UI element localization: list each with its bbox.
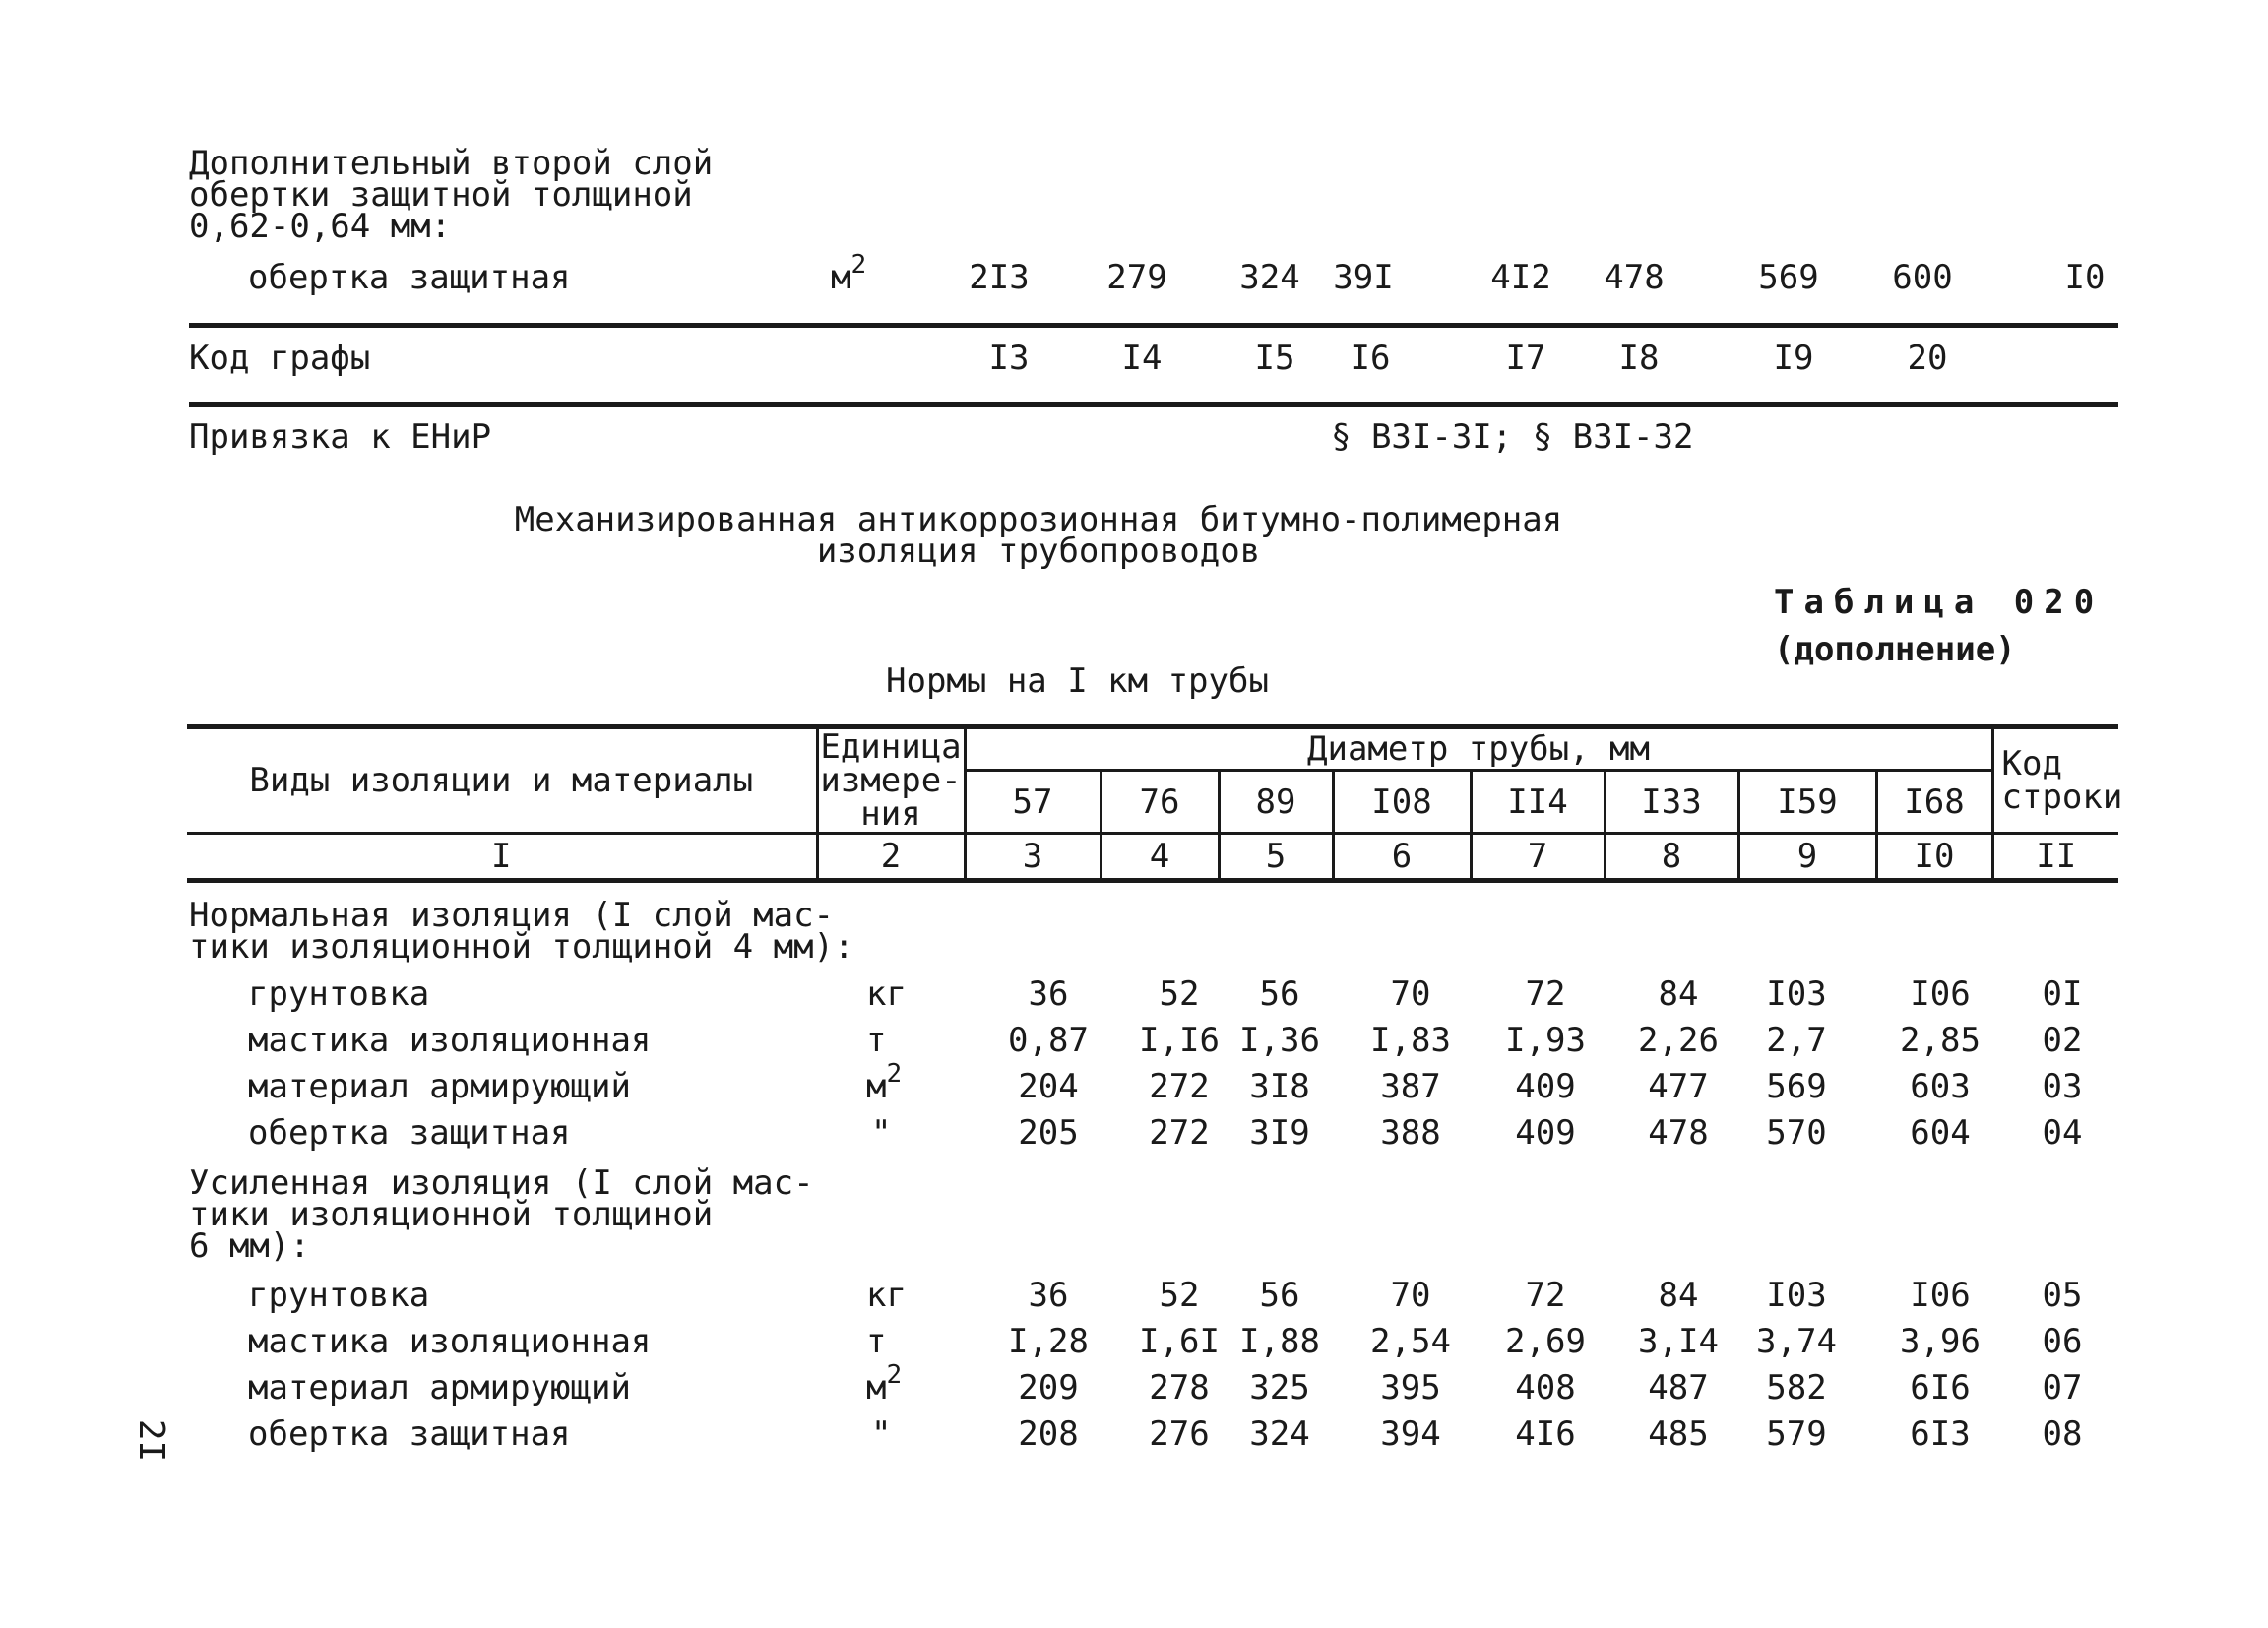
top-heading-line: обертки защитной толщиной — [189, 175, 693, 215]
value-cell: 272 — [1149, 1113, 1210, 1153]
diameter-114: II4 — [1471, 771, 1605, 834]
diameter-108: I08 — [1333, 771, 1471, 834]
table-row — [0, 1360, 2268, 1413]
col-header-unit-line: ния — [860, 794, 921, 834]
value-cell: I,83 — [1370, 1021, 1451, 1060]
section-title — [0, 500, 2077, 571]
value-cell: I,93 — [1505, 1021, 1586, 1060]
norms-table — [187, 724, 2123, 883]
value-cell: 3I8 — [1249, 1067, 1310, 1106]
top-heading — [189, 144, 714, 246]
column-code: I9 — [1773, 339, 1814, 378]
value-cell: 570 — [1766, 1113, 1827, 1153]
value-cell: 2I3 — [969, 258, 1030, 297]
unit: " — [871, 1414, 892, 1454]
value-cell: 324 — [1239, 258, 1300, 297]
col-header-types: Виды изоляции и материалы — [187, 727, 817, 834]
unit: кг — [866, 1276, 907, 1315]
value-cell: 569 — [1766, 1067, 1827, 1106]
column-code: 20 — [1907, 339, 1948, 378]
value-cell: 272 — [1149, 1067, 1210, 1106]
unit-superscript: 2 — [886, 1059, 903, 1089]
material-name: материал армирующий — [248, 1067, 631, 1106]
value-cell: 209 — [1018, 1368, 1079, 1408]
diameter-159: I59 — [1738, 771, 1876, 834]
unit: т — [866, 1021, 887, 1060]
row-code: 0I — [2042, 974, 2083, 1014]
value-cell: 387 — [1380, 1067, 1441, 1106]
material-name: грунтовка — [248, 974, 430, 1014]
material-name: грунтовка — [248, 1276, 430, 1315]
value-cell: 3,I4 — [1638, 1322, 1719, 1361]
value-cell: 394 — [1380, 1414, 1441, 1454]
value-cell: 84 — [1658, 974, 1699, 1014]
group-title — [189, 1163, 814, 1266]
divider — [189, 323, 2118, 328]
unit — [866, 1059, 903, 1106]
col-header-code-line: Код — [2001, 744, 2062, 783]
value-cell: 600 — [1892, 258, 1953, 297]
diameter-168: I68 — [1876, 771, 1992, 834]
group-title — [189, 896, 854, 967]
value-cell: 0,87 — [1008, 1021, 1089, 1060]
value-cell: 36 — [1028, 1276, 1069, 1315]
item-unit — [831, 250, 867, 297]
column-code: I8 — [1618, 339, 1660, 378]
value-cell: 56 — [1259, 1276, 1300, 1315]
value-cell: I,36 — [1239, 1021, 1320, 1060]
value-cell: 3I9 — [1249, 1113, 1310, 1153]
value-cell: 39I — [1333, 258, 1394, 297]
column-number: 8 — [1605, 834, 1738, 881]
group-title-line: Нормальная изоляция (I слой мас- — [189, 896, 835, 935]
value-cell: 2,7 — [1766, 1021, 1827, 1060]
item-label: обертка защитная — [248, 258, 571, 297]
unit: " — [871, 1113, 892, 1153]
table-row — [0, 1059, 2268, 1112]
value-cell: 204 — [1018, 1067, 1079, 1106]
value-cell: 70 — [1390, 1276, 1431, 1315]
table-subtitle: (дополнение) — [1774, 630, 2016, 669]
column-code: I3 — [988, 339, 1030, 378]
table-row — [0, 974, 2268, 1020]
value-cell: 52 — [1159, 1276, 1200, 1315]
row-code: 07 — [2042, 1368, 2083, 1408]
material-name: обертка защитная — [248, 1414, 571, 1454]
divider — [189, 402, 2118, 407]
value-cell: 84 — [1658, 1276, 1699, 1315]
row-code: 08 — [2042, 1414, 2083, 1454]
unit-superscript: 2 — [850, 250, 867, 280]
unit — [866, 1360, 903, 1408]
value-cell: 569 — [1758, 258, 1819, 297]
column-number: II — [1992, 834, 2118, 881]
value-cell: 395 — [1380, 1368, 1441, 1408]
unit-text: м — [831, 258, 851, 297]
value-cell: I03 — [1766, 1276, 1827, 1315]
unit: т — [866, 1322, 887, 1361]
column-code: I4 — [1121, 339, 1163, 378]
value-cell: 279 — [1106, 258, 1167, 297]
value-cell: 36 — [1028, 974, 1069, 1014]
col-header-code-line: строки — [2001, 778, 2123, 817]
binding-row — [0, 417, 2268, 463]
value-cell: 409 — [1515, 1113, 1576, 1153]
value-cell: I,I6 — [1139, 1021, 1220, 1060]
material-name: обертка защитная — [248, 1113, 571, 1153]
value-cell: 276 — [1149, 1414, 1210, 1454]
value-cell: 485 — [1648, 1414, 1709, 1454]
material-name: материал армирующий — [248, 1368, 631, 1408]
diameter-89: 89 — [1219, 771, 1333, 834]
binding-label: Привязка к ЕНиР — [189, 417, 492, 457]
value-cell: 324 — [1249, 1414, 1310, 1454]
value-cell: 72 — [1525, 974, 1566, 1014]
row-code: 06 — [2042, 1322, 2083, 1361]
group-title-line: тики изоляционной толщиной — [189, 1195, 714, 1234]
value-cell: 579 — [1766, 1414, 1827, 1454]
material-name: мастика изоляционная — [248, 1322, 652, 1361]
col-header-unit — [817, 727, 965, 834]
row-code: I0 — [2064, 258, 2106, 297]
value-cell: 56 — [1259, 974, 1300, 1014]
column-number: I0 — [1876, 834, 1992, 881]
value-cell: 70 — [1390, 974, 1431, 1014]
value-cell: 603 — [1910, 1067, 1971, 1106]
col-header-unit-line: измере- — [820, 761, 962, 800]
group-title-line: 6 мм): — [189, 1226, 310, 1266]
norms-caption: Нормы на I км трубы — [886, 661, 1269, 701]
value-cell: 477 — [1648, 1067, 1709, 1106]
value-cell: 72 — [1525, 1276, 1566, 1315]
table-row — [0, 1021, 2268, 1066]
page-number: 2I — [131, 1418, 172, 1463]
value-cell: 4I6 — [1515, 1414, 1576, 1454]
value-cell: 604 — [1910, 1113, 1971, 1153]
top-heading-line: 0,62-0,64 мм: — [189, 207, 452, 246]
value-cell: 582 — [1766, 1368, 1827, 1408]
row-code: 03 — [2042, 1067, 2083, 1106]
value-cell: 2,69 — [1505, 1322, 1586, 1361]
top-item-row — [0, 250, 2268, 303]
row-code: 05 — [2042, 1276, 2083, 1315]
value-cell: I06 — [1910, 974, 1971, 1014]
value-cell: 487 — [1648, 1368, 1709, 1408]
col-header-diameter: Диаметр трубы, мм — [965, 727, 1992, 771]
unit-superscript: 2 — [886, 1360, 903, 1390]
column-number: 5 — [1219, 834, 1333, 881]
col-header-unit-line: Единица — [820, 727, 962, 767]
value-cell: 478 — [1648, 1113, 1709, 1153]
top-heading-line: Дополнительный второй слой — [189, 144, 714, 183]
value-cell: I,28 — [1008, 1322, 1089, 1361]
value-cell: 205 — [1018, 1113, 1079, 1153]
column-number: 6 — [1333, 834, 1471, 881]
table-row — [0, 1322, 2268, 1367]
value-cell: 325 — [1249, 1368, 1310, 1408]
value-cell: 278 — [1149, 1368, 1210, 1408]
section-title-line: изоляция трубопроводов — [816, 532, 1261, 571]
table-title: Таблица 020 — [1774, 583, 2105, 622]
value-cell: 3,74 — [1756, 1322, 1837, 1361]
value-cell: 408 — [1515, 1368, 1576, 1408]
value-cell: I,6I — [1139, 1322, 1220, 1361]
unit-text: м — [866, 1368, 887, 1408]
column-code: I7 — [1505, 339, 1546, 378]
group-title-line: тики изоляционной толщиной 4 мм): — [189, 927, 854, 967]
unit: кг — [866, 974, 907, 1014]
value-cell: 2,54 — [1370, 1322, 1451, 1361]
value-cell: 52 — [1159, 974, 1200, 1014]
column-code: I6 — [1350, 339, 1391, 378]
diameter-76: 76 — [1101, 771, 1219, 834]
value-cell: 6I3 — [1910, 1414, 1971, 1454]
column-number: 3 — [965, 834, 1101, 881]
value-cell: 478 — [1604, 258, 1665, 297]
value-cell: I06 — [1910, 1276, 1971, 1315]
code-row — [0, 339, 2268, 384]
value-cell: 409 — [1515, 1067, 1576, 1106]
value-cell: 2,85 — [1900, 1021, 1981, 1060]
column-number: I — [187, 834, 817, 881]
value-cell: 208 — [1018, 1414, 1079, 1454]
column-number: 7 — [1471, 834, 1605, 881]
code-row-label: Код графы — [189, 339, 371, 378]
value-cell: I,88 — [1239, 1322, 1320, 1361]
value-cell: 2,26 — [1638, 1021, 1719, 1060]
table-row — [0, 1113, 2268, 1158]
column-code: I5 — [1254, 339, 1295, 378]
column-number: 9 — [1738, 834, 1876, 881]
value-cell: 4I2 — [1490, 258, 1551, 297]
col-header-code — [1992, 727, 2123, 834]
value-cell: I03 — [1766, 974, 1827, 1014]
diameter-133: I33 — [1605, 771, 1738, 834]
material-name: мастика изоляционная — [248, 1021, 652, 1060]
diameter-57: 57 — [965, 771, 1101, 834]
table-row — [0, 1414, 2268, 1463]
unit-text: м — [866, 1067, 887, 1106]
section-title-line: Механизированная антикоррозионная битумно-полимерная — [514, 500, 1563, 539]
column-number: 4 — [1101, 834, 1219, 881]
value-cell: 3,96 — [1900, 1322, 1981, 1361]
group-title-line: Усиленная изоляция (I слой мас- — [189, 1163, 814, 1203]
column-number: 2 — [817, 834, 965, 881]
table-row — [0, 1276, 2268, 1321]
binding-value: § В3I-3I; § В3I-32 — [1331, 417, 1694, 457]
value-cell: 6I6 — [1910, 1368, 1971, 1408]
row-code: 04 — [2042, 1113, 2083, 1153]
value-cell: 388 — [1380, 1113, 1441, 1153]
row-code: 02 — [2042, 1021, 2083, 1060]
